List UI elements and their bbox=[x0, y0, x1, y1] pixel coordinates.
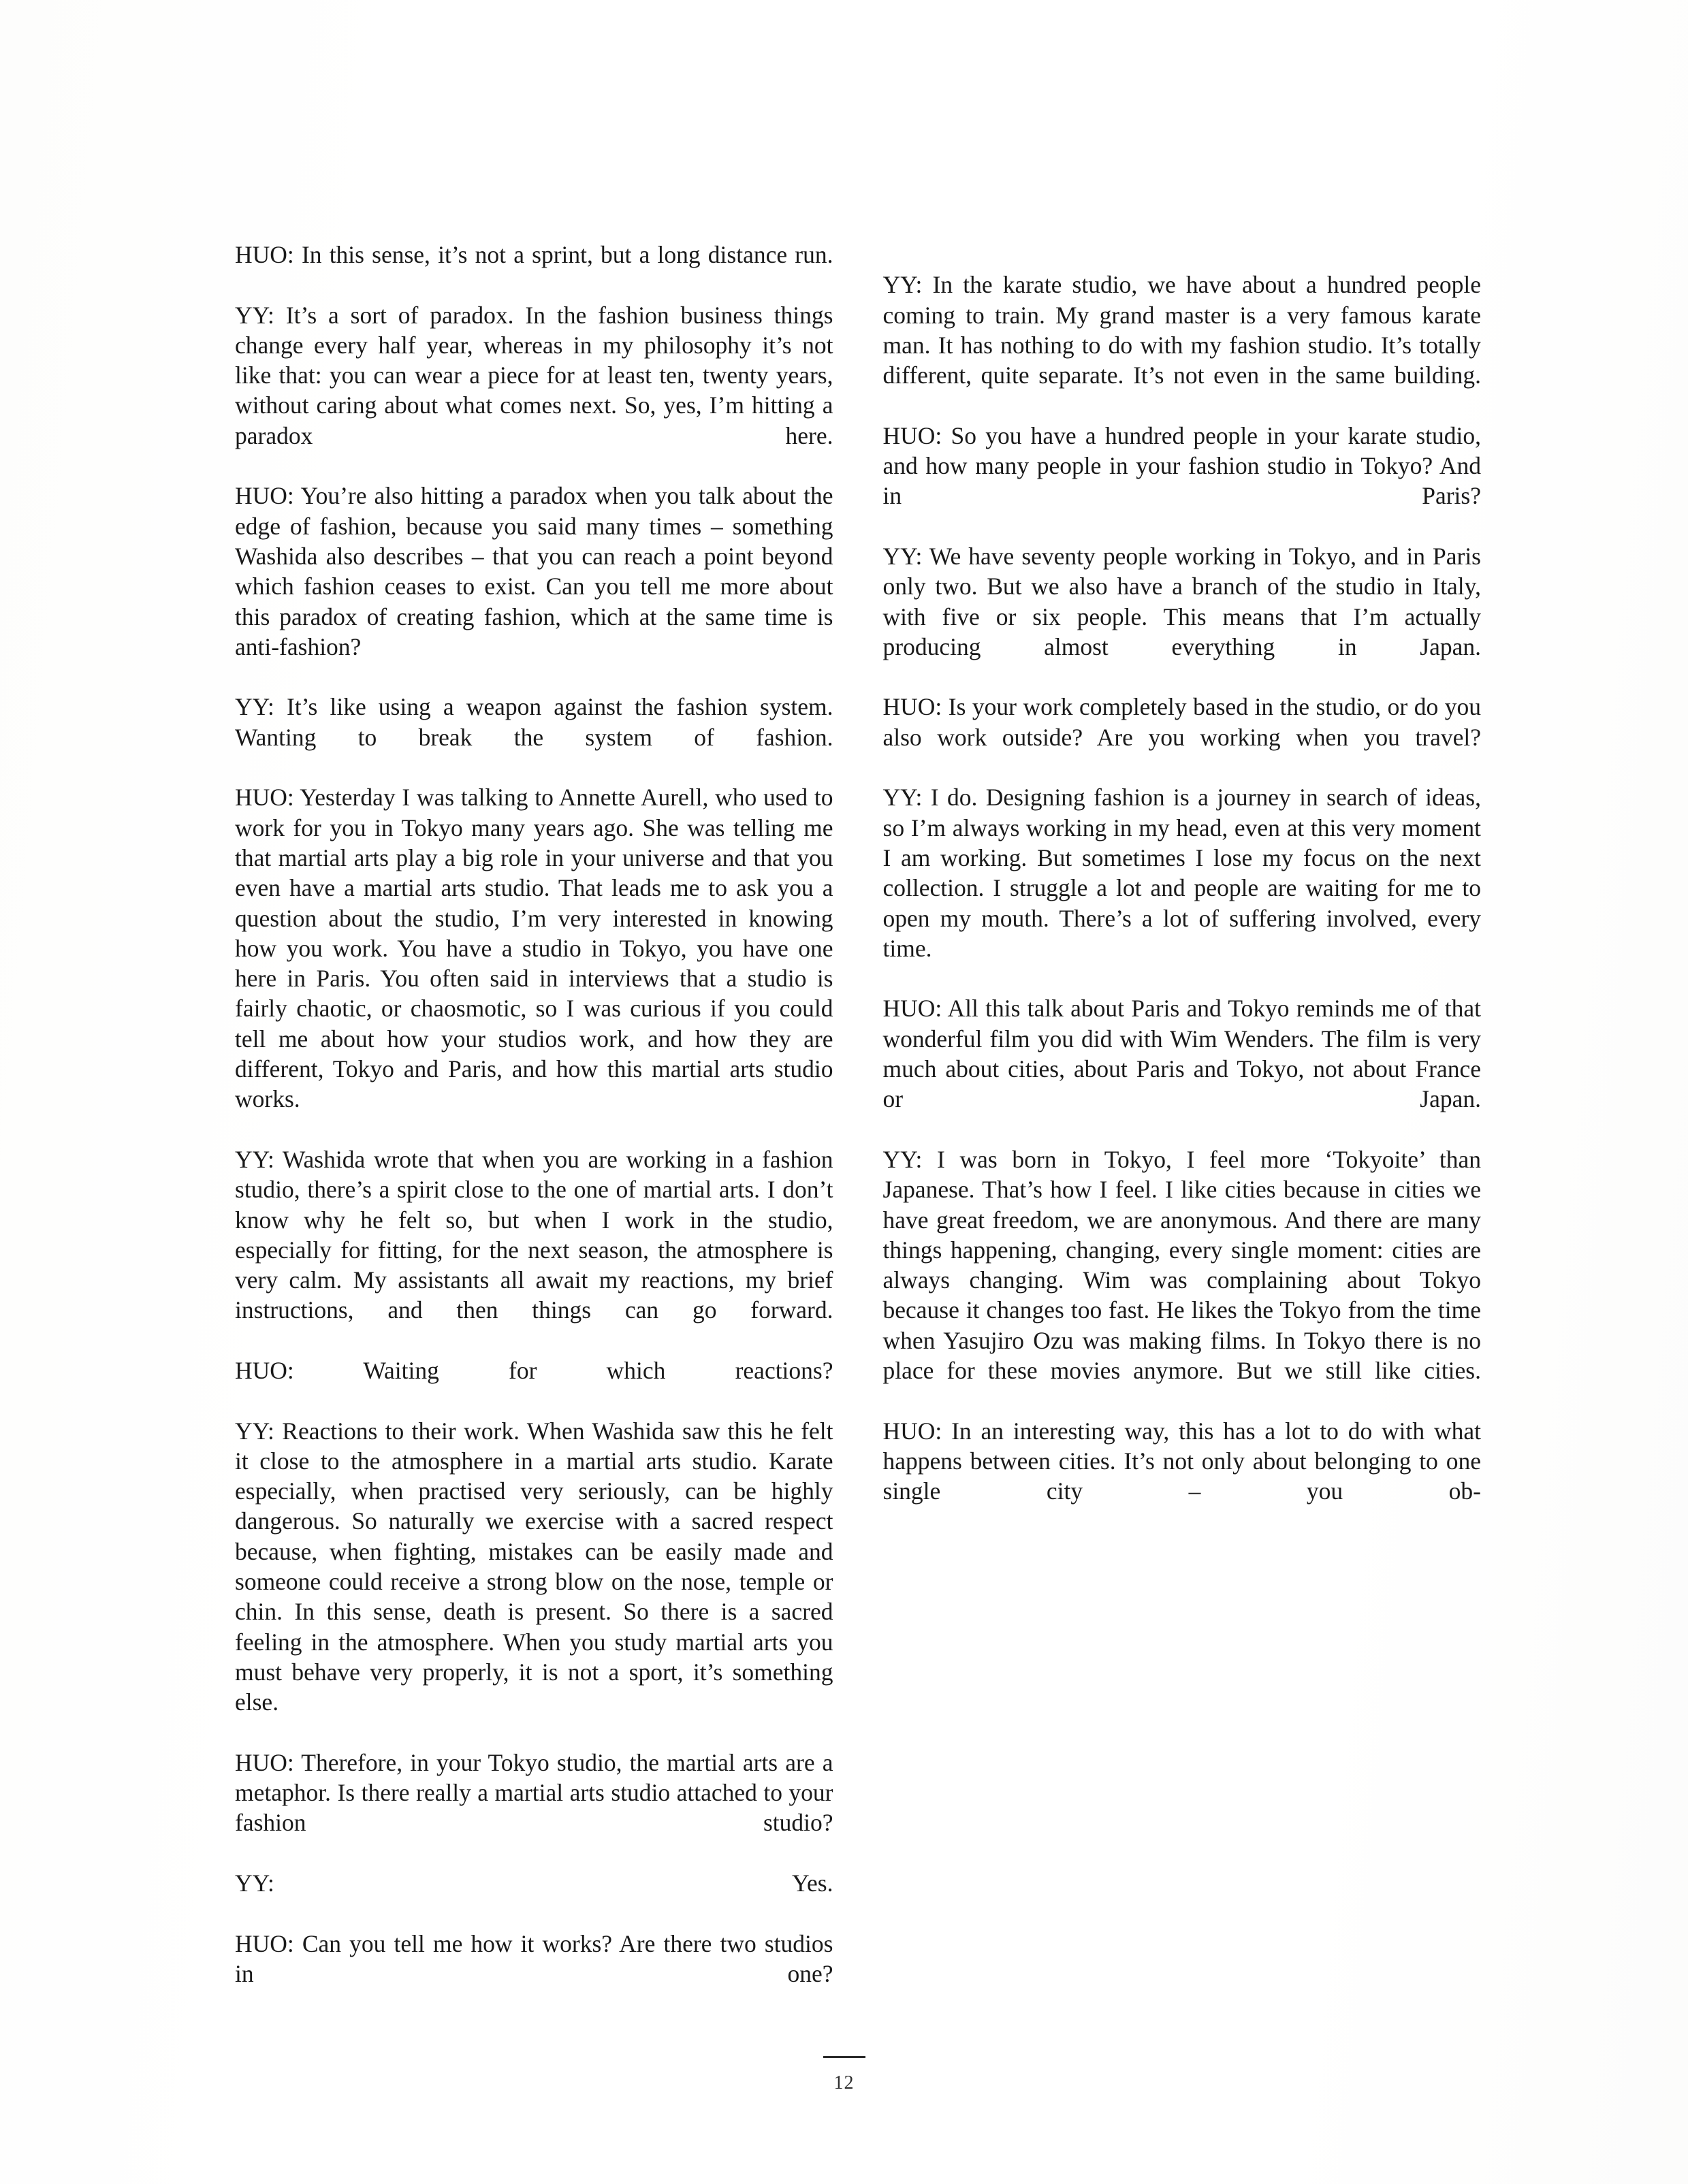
two-column-text-body bbox=[235, 240, 1481, 2010]
paragraph: HUO: Yesterday I was talking to Annette Aurell, who used to work for you in Tokyo many years ago. She was telling me that martial arts play a big role in your universe and that you even have a martial arts studio. That leads me to ask you a question about the studio, I’m very interested in knowing how you work. You have a studio in Tokyo, you have one here in Paris. You often said in interviews that a studio is fairly chaotic, or chaosmotic, so I was curious if you could tell me about how your studios work, and how they are different, Tokyo and Paris, and how this martial arts studio works. bbox=[235, 784, 833, 1113]
paragraph: HUO: All this talk about Paris and Tokyo reminds me of that wonderful film you did with Wim Wenders. The film is very much about cities, about Paris and Tokyo, not about France or Japan. bbox=[882, 995, 1481, 1113]
paragraph: YY: Reactions to their work. When Washida saw this he felt it close to the atmosphere in a martial arts studio. Karate especially, when practised very seriously, can be highly dangerous. So naturally we exercise with a sacred respect because, when fighting, mistakes can be easily made and someone could receive a strong blow on the nose, temple or chin. In this sense, death is present. So there is a sacred feeling in the atmosphere. When you study martial arts you must behave very properly, it is not a sport, it’s something else. bbox=[235, 1417, 833, 1716]
paragraph: YY: I was born in Tokyo, I feel more ‘Tokyoite’ than Japanese. That’s how I feel. I like cities because in cities we have great freedom, we are anonymous. And there are many things happening, changing, every single moment: cities are always changing. Wim was complaining about Tokyo because it changes too fast. He likes the Tokyo from the time when Yasujiro Ozu was making films. In Tokyo there is no place for these movies anymore. But we still like cities. bbox=[882, 1145, 1481, 1384]
footer-rule bbox=[823, 2056, 865, 2058]
paragraph: YY: It’s a sort of paradox. In the fashion business things change every half year, whereas in my philosophy it’s not like that: you can wear a piece for at least ten, twenty years, without caring about what comes next. So, yes, I’m hitting a paradox here. bbox=[235, 301, 833, 449]
paragraph: HUO: Waiting for which reactions? bbox=[235, 1356, 833, 1384]
paragraph: HUO: In this sense, it’s not a sprint, but a long distance run. bbox=[235, 241, 833, 268]
paragraph: HUO: Can you tell me how it works? Are there two studios in one? bbox=[235, 1929, 833, 1987]
paragraph: YY: Washida wrote that when you are working in a fashion studio, there’s a spirit close to the one of martial arts. I don’t know why he felt so, but when I work in the studio, especially for fitting, for the next season, the atmosphere is very calm. My assistants all await my reactions, my brief instructions, and then things can go forward. bbox=[235, 1145, 833, 1324]
page-footer bbox=[0, 2056, 1688, 2093]
paragraph: HUO: In an interesting way, this has a lot to do with what happens between cities. It’s not only about belonging to one single city – you ob- bbox=[882, 1417, 1481, 1505]
paragraph: HUO: Therefore, in your Tokyo studio, the martial arts are a metaphor. Is there really a martial arts studio attached to your fashion studio? bbox=[235, 1748, 833, 1837]
paragraph: HUO: Is your work completely based in the studio, or do you also work outside? Are you working when you travel? bbox=[882, 693, 1481, 751]
paragraph: YY: It’s like using a weapon against the fashion system. Wanting to break the system of fashion. bbox=[235, 693, 833, 751]
paragraph: HUO: You’re also hitting a paradox when you talk about the edge of fashion, because you said many times – something Washida also describes – that you can reach a point beyond which fashion ceases to exist. Can you tell me more about this paradox of creating fashion, which at the same time is anti-fashion? bbox=[235, 482, 833, 660]
page-number: 12 bbox=[833, 2072, 855, 2093]
paragraph: YY: We have seventy people working in Tokyo, and in Paris only two. But we also have a branch of the studio in Italy, with five or six people. This means that I’m actually producing almost everything in Japan. bbox=[882, 542, 1481, 660]
paragraph: YY: Yes. bbox=[235, 1869, 833, 1897]
paragraph: YY: I do. Designing fashion is a journey in search of ideas, so I’m always working in my head, even at this very moment I am working. But sometimes I lose my focus on the next collection. I struggle a lot and people are waiting for me to open my mouth. There’s a lot of suffering involved, every time. bbox=[882, 784, 1481, 962]
paragraph: HUO: So you have a hundred people in your karate studio, and how many people in your fashion studio in Tokyo? And in Paris? bbox=[882, 421, 1481, 510]
paragraph: YY: In the karate studio, we have about a hundred people coming to train. My grand master is a very famous karate man. It has nothing to do with my fashion studio. It’s totally different, quite separate. It’s not even in the same building. bbox=[882, 271, 1481, 389]
